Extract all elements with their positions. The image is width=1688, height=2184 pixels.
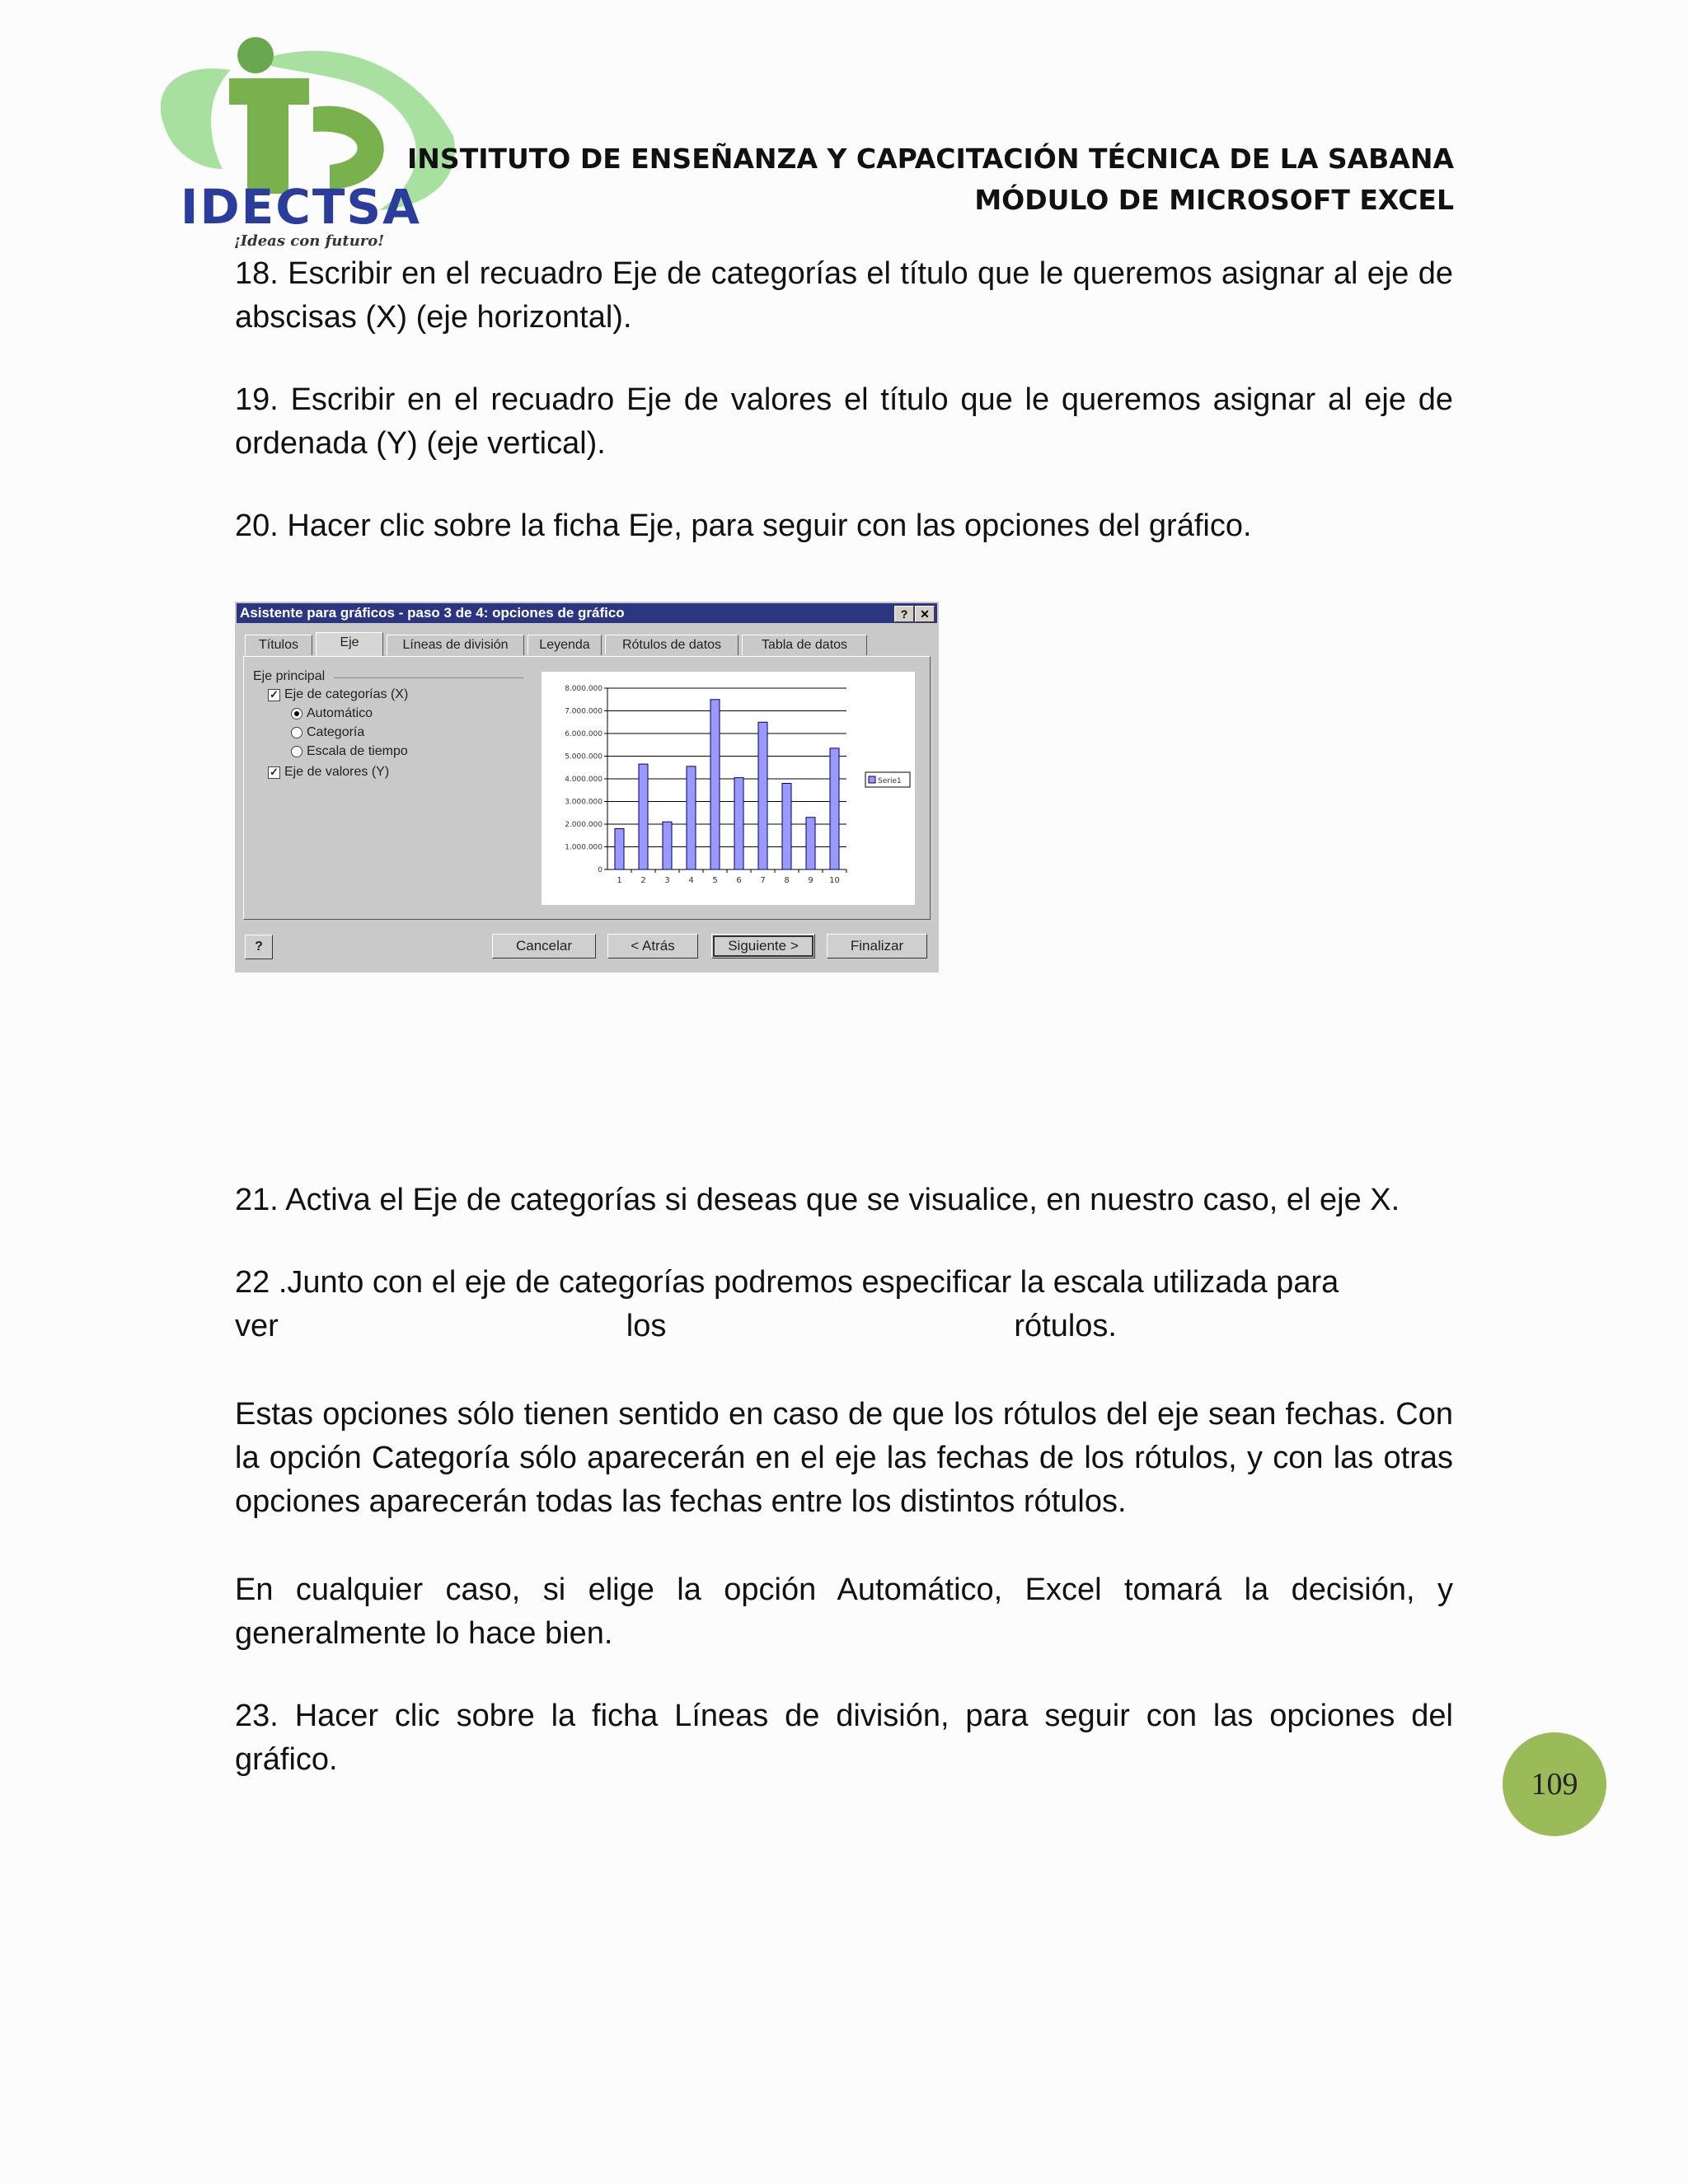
step-20: 20. Hacer clic sobre la ficha Eje, para seguir con las opciones del gráfico.	[235, 509, 1252, 543]
tab-rotulos-datos[interactable]: Rótulos de datos	[605, 635, 738, 655]
radio-automatico-dot[interactable]	[291, 708, 302, 719]
step-18: 18. Escribir en el recuadro Eje de categorías el título que le queremos asignar al eje de abscisas (X) (eje horizontal).	[235, 256, 1453, 335]
x-tick-label: 2	[640, 876, 646, 885]
bar	[782, 784, 791, 870]
cancel-button[interactable]: Cancelar	[492, 934, 596, 958]
tab-titulos[interactable]: Títulos	[245, 635, 312, 655]
y-tick-label: 7.000.000	[565, 707, 603, 716]
bar	[687, 766, 696, 869]
header-institute: INSTITUTO DE ENSEÑANZA Y CAPACITACIÓN TÉCNICA DE LA SABANA	[407, 143, 1454, 175]
checkbox-eje-valores-label: Eje de valores (Y)	[284, 765, 390, 779]
x-tick-label: 5	[712, 876, 718, 885]
tab-eje[interactable]: Eje	[316, 632, 383, 656]
bar	[615, 829, 624, 870]
page-number: 109	[1531, 1767, 1578, 1802]
back-button[interactable]: < Atrás	[607, 934, 698, 958]
close-icon[interactable]: ✕	[915, 606, 935, 622]
chart-wizard-dialog	[235, 602, 939, 972]
document-header	[407, 138, 1454, 221]
checkbox-eje-valores[interactable]	[268, 765, 389, 780]
logo-slogan: ¡Ideas con futuro!	[233, 232, 385, 250]
bar	[806, 818, 815, 869]
tab-leyenda[interactable]: Leyenda	[528, 635, 602, 655]
checkbox-eje-categorias-box[interactable]: ✓	[268, 689, 280, 701]
step-22-word-los: los	[626, 1309, 667, 1343]
y-tick-label: 5.000.000	[565, 752, 603, 762]
x-tick-label: 1	[617, 876, 622, 885]
y-tick-label: 6.000.000	[565, 730, 603, 738]
tab-lineas-division[interactable]: Líneas de división	[387, 635, 524, 655]
y-tick-label: 1.000.000	[565, 843, 603, 852]
step-22-word-rotulos: rótulos.	[1014, 1309, 1117, 1343]
bar	[710, 700, 720, 869]
assistant-help-button[interactable]: ?	[245, 935, 273, 959]
x-tick-label: 4	[688, 876, 694, 885]
step-22-word-ver: ver	[235, 1309, 279, 1343]
checkbox-eje-valores-box[interactable]: ✓	[268, 766, 280, 779]
legend-swatch	[869, 776, 875, 783]
step-22: 22 .Junto con el eje de categorías podremos especificar la escala utilizada para	[235, 1265, 1339, 1300]
x-tick-label: 3	[664, 876, 670, 885]
finish-button[interactable]: Finalizar	[827, 934, 927, 958]
chart-svg	[542, 672, 915, 905]
content-bottom	[235, 1179, 1453, 1782]
step-22-line2	[235, 1305, 1453, 1348]
header-module: MÓDULO DE MICROSOFT EXCEL	[974, 184, 1454, 216]
y-tick-label: 0	[598, 866, 603, 874]
radio-categoria-dot[interactable]	[291, 727, 302, 738]
x-tick-label: 7	[760, 876, 766, 885]
dialog-titlebar	[237, 603, 937, 623]
y-tick-label: 8.000.000	[565, 685, 603, 693]
x-tick-label: 8	[784, 876, 790, 885]
radio-escala-tiempo[interactable]	[291, 744, 408, 759]
logo-wordmark: IDECTSA	[180, 179, 422, 235]
tab-tabla-datos[interactable]: Tabla de datos	[742, 635, 867, 655]
radio-automatico[interactable]	[291, 706, 373, 721]
bar	[663, 822, 672, 869]
checkbox-eje-categorias-label: Eje de categorías (X)	[284, 687, 409, 701]
step-21: 21. Activa el Eje de categorías si deseas que se visualice, en nuestro caso, el eje X.	[235, 1183, 1400, 1217]
page-number-badge	[1503, 1732, 1606, 1836]
radio-automatico-label: Automático	[307, 706, 373, 720]
dialog-title: Asistente para gráficos - paso 3 de 4: opciones de gráfico	[240, 605, 625, 621]
legend-label: Serie1	[878, 777, 902, 785]
x-tick-label: 6	[736, 876, 742, 885]
bar	[830, 748, 839, 869]
y-tick-label: 3.000.000	[565, 798, 603, 807]
chart-preview	[542, 672, 915, 905]
help-icon[interactable]: ?	[894, 606, 914, 622]
bar	[734, 778, 743, 869]
checkbox-eje-categorias[interactable]	[268, 687, 408, 702]
content-top	[235, 252, 1453, 548]
next-button[interactable]: Siguiente >	[711, 934, 815, 958]
group-label-eje-principal: Eje principal	[253, 669, 326, 683]
y-tick-label: 4.000.000	[565, 776, 603, 784]
radio-categoria[interactable]	[291, 725, 364, 740]
radio-escala-tiempo-dot[interactable]	[291, 746, 302, 757]
bar	[639, 764, 648, 869]
paragraph-en-cualquier-caso: En cualquier caso, si elige la opción Automático, Excel tomará la decisión, y generalmente lo hace bien.	[235, 1572, 1453, 1651]
step-23: 23. Hacer clic sobre la ficha Líneas de división, para seguir con las opciones del gráfico.	[235, 1699, 1453, 1777]
y-tick-label: 2.000.000	[565, 821, 603, 829]
bar	[758, 722, 767, 869]
radio-categoria-label: Categoría	[307, 725, 365, 739]
x-tick-label: 9	[808, 876, 814, 885]
group-divider	[334, 677, 523, 678]
radio-escala-tiempo-label: Escala de tiempo	[307, 744, 408, 758]
x-tick-label: 10	[829, 876, 840, 885]
paragraph-estas-opciones: Estas opciones sólo tienen sentido en caso de que los rótulos del eje sean fechas. Con la opción Categoría sólo aparecerán en el eje las fechas de los rótulos, y con las otras opciones aparecerán todas las fechas entre los distintos rótulos.	[235, 1397, 1453, 1519]
step-19: 19. Escribir en el recuadro Eje de valores el título que le queremos asignar al eje de ordenada (Y) (eje vertical).	[235, 382, 1453, 461]
